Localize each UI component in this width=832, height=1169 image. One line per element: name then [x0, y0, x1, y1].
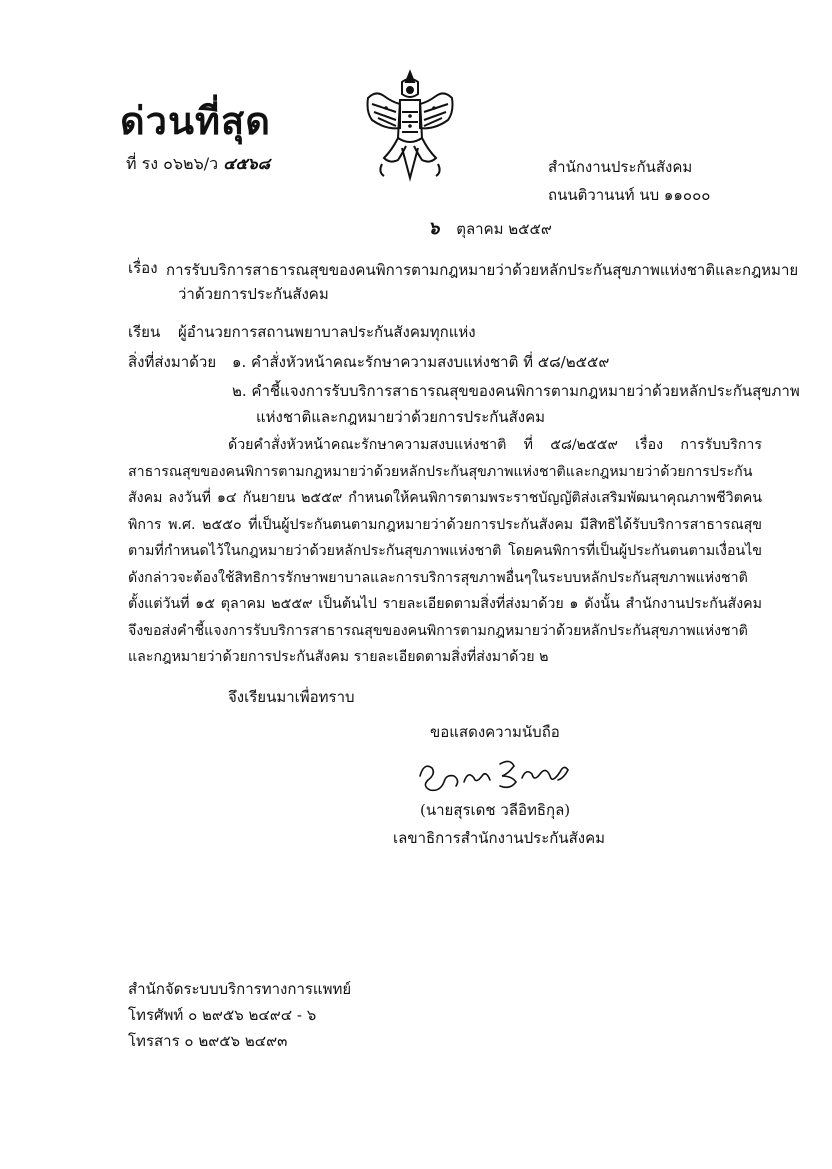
reference-number — [126, 153, 270, 175]
attachment-item-2 — [232, 378, 800, 430]
footer-department: สำนักจัดระบบบริการทางการแพทย์ — [128, 980, 352, 998]
office-name: สำนักงานประกันสังคม — [548, 158, 693, 176]
subject-line-2: ว่าด้วยการประกันสังคม — [178, 285, 329, 303]
regards-text: ขอแสดงความนับถือ — [430, 723, 560, 741]
addressee-label: เรียน — [128, 323, 161, 341]
attachment-item-2-line-2: แห่งชาติและกฎหมายว่าด้วยการประกันสังคม — [256, 408, 546, 426]
office-address: ถนนติวานนท์ นบ ๑๑๐๐๐ — [548, 186, 711, 204]
attachments-label: สิ่งที่ส่งมาด้วย — [128, 353, 217, 371]
subject-text — [166, 258, 798, 306]
attachment-item-2-line-1: ๒. คำชี้แจงการรับบริการสาธารณสุขของคนพิการตามกฎหมายว่าด้วยหลักประกันสุขภาพ — [232, 382, 800, 400]
footer-contact — [128, 976, 351, 1054]
urgency-heading: ด่วนที่สุด — [120, 99, 271, 143]
garuda-emblem-icon — [362, 68, 458, 184]
addressee-text: ผู้อำนวยการสถานพยาบาลประกันสังคมทุกแห่ง — [178, 323, 476, 341]
date-day-handwritten: ๖ — [428, 218, 440, 239]
closing-inform: จึงเรียนมาเพื่อทราบ — [228, 688, 355, 706]
reference-prefix: ที่ รง ๐๖๒๖/ว — [126, 154, 219, 173]
sender-office — [548, 153, 710, 209]
subject-label: เรื่อง — [128, 259, 158, 277]
footer-phone: โทรศัพท์ ๐ ๒๙๕๖ ๒๔๙๔ - ๖ — [128, 1006, 317, 1024]
letter-date — [428, 217, 552, 241]
reference-handwritten-number: ๔๕๖๘ — [223, 154, 270, 173]
signer-position: เลขาธิการสำนักงานประกันสังคม — [393, 829, 605, 847]
attachment-item-1: ๑. คำสั่งหัวหน้าคณะรักษาความสงบแห่งชาติ ที่ ๕๘/๒๕๕๙ — [232, 353, 610, 371]
body-paragraph: ด้วยคำสั่งหัวหน้าคณะรักษาความสงบแห่งชาติ ที่ ๕๘/๒๕๕๙ เรื่อง การรับบริการสาธารณสุขของคนพิการตามกฎหมายว่าด้วยหลักประกันสุขภาพแห่งชาติและกฎหมายว่าด้วยการประกันสังคม ลงวันที่ ๑๔ กันยายน ๒๕๕๙ กำหนดให้คนพิการตามพระราชบัญญัติส่งเสริมพัฒนาคุณภาพชีวิตคนพิการ พ.ศ. ๒๕๕๐ ที่เป็นผู้ประกันตนตามกฎหมายว่าด้วยการประกันสังคม มีสิทธิได้รับบริการสาธารณสุขตามที่กำหนดไว้ในกฎหมายว่าด้วยหลักประกันสุขภาพแห่งชาติ โดยคนพิการที่เป็นผู้ประกันตนตามเงื่อนไขดังกล่าวจะต้องใช้สิทธิการรักษาพยาบาลและการบริการสุขภาพอื่นๆในระบบหลักประกันสุขภาพแห่งชาติ ตั้งแต่วันที่ ๑๕ ตุลาคม ๒๕๕๙ เป็นต้นไป รายละเอียดตามสิ่งที่ส่งมาด้วย ๑ ดังนั้น สำนักงานประกันสังคมจึงขอส่งคำชี้แจงการรับบริการสาธารณสุขของคนพิการตามกฎหมายว่าด้วยหลักประกันสุขภาพแห่งชาติและกฎหมายว่าด้วยการประกันสังคม รายละเอียดตามสิ่งที่ส่งมาด้วย ๒ — [128, 437, 762, 665]
signer-name: (นายสุรเดช วลีอิทธิกุล) — [420, 801, 571, 819]
handwritten-signature-icon — [414, 752, 574, 798]
footer-fax: โทรสาร ๐ ๒๙๕๖ ๒๔๙๓ — [128, 1032, 288, 1050]
subject-line-1: การรับบริการสาธารณสุขของคนพิการตามกฎหมายว่าด้วยหลักประกันสุขภาพแห่งชาติและกฎหมาย — [166, 261, 799, 279]
date-month-year: ตุลาคม ๒๕๕๙ — [456, 220, 552, 238]
